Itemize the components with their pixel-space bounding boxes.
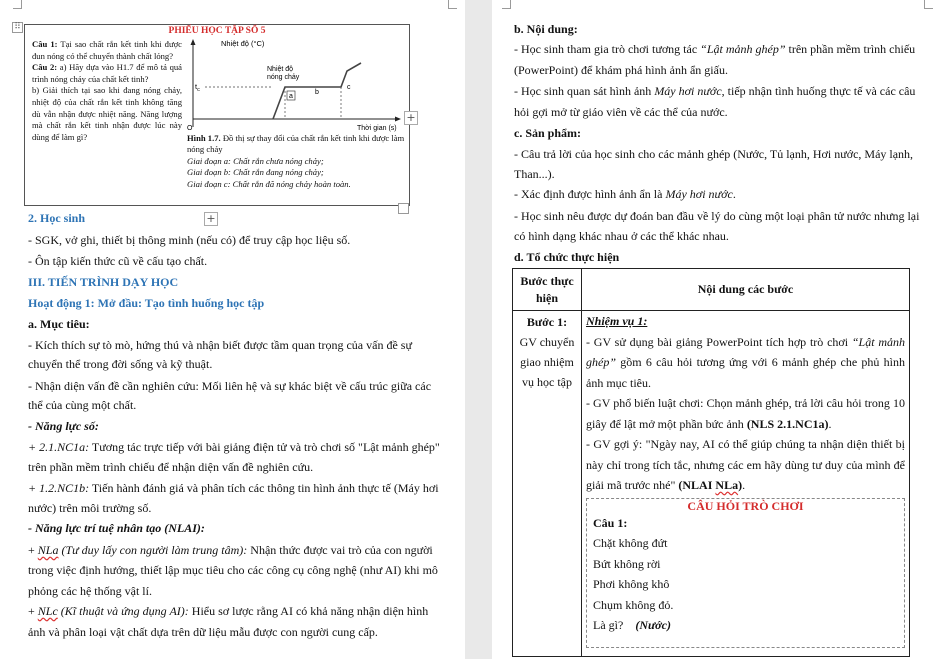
tc-label: $t_c$	[195, 82, 200, 93]
right-page	[492, 0, 943, 659]
game-question-box	[586, 498, 905, 648]
game-question-title: CÂU HỎI TRÒ CHƠI	[687, 498, 804, 513]
caption-stage-b: Giai đoạn b: Chất rắn đang nóng chảy;	[187, 167, 324, 178]
crop-mark	[924, 0, 933, 9]
q2a-text: a) Hãy dựa vào H1.7 để mô tả quá trình nóng chảy của chất kết tinh?	[32, 62, 182, 84]
students-line-2: - Ôn tập kiến thức cũ về cấu tạo chất.	[28, 254, 208, 268]
table-resize-handle[interactable]	[398, 203, 409, 214]
riddle-answer: (Nước)	[635, 618, 671, 632]
students-line-1: - SGK, vở ghi, thiết bị thông minh (nếu có) để truy cập học liệu số.	[28, 233, 351, 247]
ai-2	[28, 604, 428, 619]
header-content: Nội dung các bước	[582, 269, 910, 311]
digital-1-code: + 2.1.NC1a:	[28, 440, 90, 454]
ai-1-paren: (Tư duy lấy con người làm trung tâm):	[58, 543, 248, 557]
content-1b: (PowerPoint) để khám phá hình ảnh ẩn giấu.	[514, 63, 728, 77]
product-2-post: .	[732, 187, 736, 201]
content-cell	[582, 311, 910, 657]
product-1a: - Câu trả lời của học sinh cho các mảnh ghép (Nước, Tủ lạnh, Hơi nước, Máy lạnh,	[514, 147, 914, 161]
riddle-line-3: Phơi không khô	[593, 577, 670, 591]
ai-1-prefix: +	[28, 543, 38, 557]
ai-1	[28, 543, 433, 558]
product-3b: có hình dạng khác nhau ở các thể khác nhau.	[514, 229, 729, 243]
q2b-text: b) Giải thích tại sao khi đang nóng chảy, nhiệt độ của chất rắn kết tinh không tăng dù vẫn nhận được nhiệt năng. Năng lượng mà chất rắn kết tinh nhận được lúc này dùng để làm gì?	[32, 85, 182, 142]
x-axis-arrow	[395, 117, 401, 122]
digital-1b: trên phần mềm trình chiếu để nhận diện vấn đề nghiên cứu.	[28, 460, 314, 474]
digital-2-text: Tiến hành đánh giá và phân tích các thông tin hình ảnh thực tế (Máy hơi	[89, 481, 439, 495]
x-axis-label: Thời gian (s)	[357, 125, 397, 132]
q1-label: Câu 1:	[32, 39, 58, 49]
product-2	[514, 187, 736, 202]
goal-1a: - Kích thích sự tò mò, hứng thú và nhận biết được tầm quan trọng của vấn đề sự	[28, 338, 412, 352]
ai-1-text: Nhận thức được vai trò của con người	[247, 543, 433, 557]
task-line-1: - GV sử dụng bài giảng PowerPoint tích hợp trò chơi “Lật mảnh ghép” gồm 6 câu hỏi tương ứng với 6 mảnh ghép che phủ hình ảnh mục tiêu.	[586, 334, 905, 390]
seg-a-label: a	[289, 93, 293, 100]
ai-2b: ảnh và phân loại vật chất dựa trên dữ liệu mẫu được con người cung cấp.	[28, 625, 378, 639]
goal-2a: - Nhận diện vấn đề cần nghiên cứu: Mối liên hệ và sự khác biệt về cấu trúc giữa các	[28, 379, 432, 393]
caption-label: Hình 1.7.	[187, 133, 221, 143]
melt-label-2: nóng chảy	[267, 74, 300, 81]
question-label: Câu 1:	[593, 515, 628, 530]
task-line-3: - GV gợi ý: "Ngày nay, AI có thể giúp chúng ta nhận diện thiết bị này chỉ trong tích tắc, nhưng các em hãy dùng tư duy của mình để giải mã trước nhé" (NLAI NLa).	[586, 437, 905, 492]
insert-column-button[interactable]: +	[404, 111, 418, 125]
product-3a: - Học sinh nêu được dự đoán ban đầu về lý do cùng một loại phân tử nước nhưng lại	[514, 209, 920, 223]
content-1a	[514, 42, 915, 57]
worksheet-questions	[32, 39, 182, 143]
heading-product: c. Sản phẩm:	[514, 126, 582, 140]
header-step: Bước thực hiện	[513, 269, 582, 311]
goal-1b: chuyển thể trong đời sống và kỹ thuật.	[28, 357, 213, 371]
digital-1	[28, 440, 440, 455]
heading-activity-1: Hoạt động 1: Mở đầu: Tạo tình huống học tập	[28, 296, 265, 310]
ai-1c: phỏng các hệ thống vật lí.	[28, 584, 152, 598]
melting-graph	[185, 37, 409, 133]
product-2-italic: Máy hơi nước	[665, 187, 733, 201]
task-title: Nhiệm vụ 1:	[586, 314, 648, 328]
riddle-line-2: Bứt không rời	[593, 556, 661, 571]
insert-row-button[interactable]: +	[204, 212, 218, 226]
steps-table	[512, 268, 910, 657]
heading-process: III. TIẾN TRÌNH DẠY HỌC	[28, 275, 179, 289]
digital-2b: nước) trên môi trường số.	[28, 501, 152, 515]
heading-goal: a. Mục tiêu:	[28, 317, 90, 331]
crop-mark	[502, 0, 511, 9]
content-2a	[514, 84, 915, 99]
q2-label: Câu 2:	[32, 62, 58, 73]
content-2a-italic: Máy hơi nước	[654, 84, 722, 98]
heading-organization: d. Tổ chức thực hiện	[514, 250, 620, 264]
crop-mark	[448, 0, 457, 9]
digital-2-code: + 1.2.NC1b:	[28, 481, 90, 495]
ai-2-paren: (Kĩ thuật và ứng dụng AI):	[57, 604, 189, 618]
digital-2	[28, 481, 439, 496]
goal-2b: thể của cùng một chất.	[28, 398, 137, 412]
seg-b-label: b	[315, 89, 319, 96]
caption-stage-a: Giai đoạn a: Chất rắn chưa nóng chảy;	[187, 155, 324, 166]
riddle-line-1: Chặt không đứt	[593, 536, 668, 550]
caption-stage-c: Giai đoạn c: Chất rắn đã nóng chảy hoàn toàn.	[187, 178, 351, 189]
table-row	[513, 311, 910, 657]
origin-label: O	[187, 125, 193, 132]
content-2b: hỏi gợi mở từ giáo viên về các thể của nước.	[514, 105, 728, 119]
seg-c-label: c	[347, 84, 351, 91]
riddle-line-4: Chụm không đỏ.	[593, 597, 674, 612]
caption-text: Đồ thị sự thay đổi của chất rắn kết tinh khi được làm nóng chảy	[187, 133, 405, 155]
content-2a-pre: - Học sinh quan sát hình ảnh	[514, 84, 655, 98]
left-page	[0, 0, 465, 659]
worksheet-box	[24, 24, 410, 206]
y-axis-arrow	[191, 39, 196, 45]
ai-2-text: Hiểu sơ lược rằng AI có khả năng nhận diện hình	[188, 604, 429, 618]
product-1b: Than...).	[514, 167, 555, 181]
content-2a-post: , tiếp nhận tình huống thực tế và các câu	[721, 84, 916, 98]
ai-1b: trong việc định hướng, thiết lập mục tiêu cho các công cụ công nghệ (như AI) khi mô	[28, 563, 438, 577]
ai-1-code: NLa	[37, 543, 59, 557]
ai-2-prefix: +	[28, 604, 38, 618]
content-1a-italic: “Lật mảnh ghép”	[700, 42, 786, 56]
heading-content: b. Nội dung:	[514, 22, 578, 36]
heading-digital-competence: - Năng lực số:	[28, 419, 99, 433]
step-description: GV chuyển giao nhiệm vụ học tập	[519, 335, 575, 389]
y-axis-label: Nhiệt độ (°C)	[221, 39, 265, 48]
ai-2-code: NLc	[37, 604, 58, 618]
heading-students: 2. Học sinh	[28, 211, 86, 225]
worksheet-title: PHIẾU HỌC TẬP SỐ 5	[168, 26, 266, 36]
table-move-handle[interactable]: ⠿	[12, 22, 23, 33]
step-cell	[513, 311, 582, 657]
task-line-2: - GV phổ biến luật chơi: Chọn mảnh ghép, trả lời câu hỏi trong 10 giây để lật mở một phần bức ảnh (NLS 2.1.NC1a).	[586, 396, 905, 431]
content-1a-pre: - Học sinh tham gia trò chơi tương tác	[514, 42, 701, 56]
content-1a-post: trên phần mềm trình chiếu	[785, 42, 916, 56]
heading-ai-competence: - Năng lực trí tuệ nhân tạo (NLAI):	[28, 521, 205, 535]
digital-1-text: Tương tác trực tiếp với bài giảng điện tử và trò chơi số "Lật mảnh ghép"	[89, 440, 440, 454]
q1-text: Tại sao chất rắn kết tinh khi được đun nóng có thể chuyển thành chất lỏng?	[32, 39, 182, 61]
product-2-pre: - Xác định được hình ảnh ẩn là	[514, 187, 666, 201]
figure-caption	[187, 133, 409, 190]
table-header-row	[513, 269, 910, 311]
melt-label-1: Nhiệt độ	[267, 66, 294, 73]
crop-mark	[13, 0, 22, 9]
step-label: Bước 1:	[526, 315, 568, 329]
riddle-line-5: Là gì? (Nước)	[593, 618, 671, 632]
